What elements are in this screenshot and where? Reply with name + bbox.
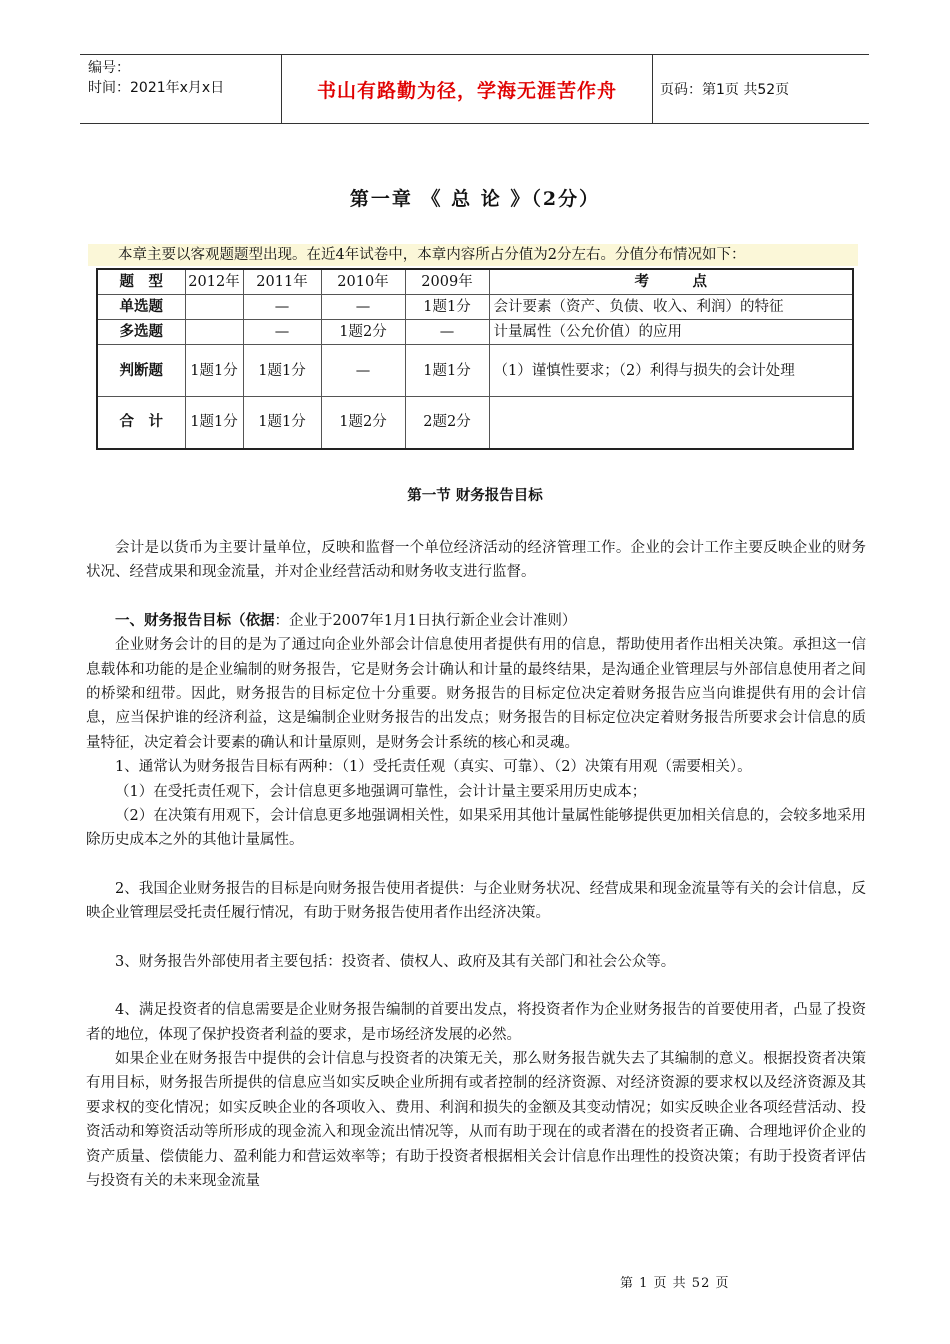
paragraph: 2、我国企业财务报告的目标是向财务报告使用者提供：与企业财务状况、经营成果和现金流量等有关的会计信息，反映企业管理层受托责任履行情况，有助于财务报告使用者作出经济决策。	[86, 880, 866, 922]
table-cell	[489, 397, 853, 449]
header-page-code: 页码：第1页 共52页	[660, 82, 790, 98]
table-cell: 2题2分	[405, 397, 489, 449]
table-cell: 1题1分	[243, 397, 321, 449]
table-cell: （1）谨慎性要求；（2）利得与损失的会计处理	[489, 345, 853, 397]
table-header-cell: 2009年	[405, 269, 489, 295]
table-cell: —	[321, 345, 405, 397]
page-header	[80, 54, 869, 124]
table-cell: 合 计	[97, 397, 185, 449]
table-cell: 计量属性（公允价值）的应用	[489, 320, 853, 345]
table-header-cell: 题 型	[97, 269, 185, 295]
table-row	[97, 345, 853, 397]
chapter-title: 第一章 《 总 论 》（2分）	[349, 188, 601, 210]
time-label: 时间：2021年x月x日	[88, 80, 225, 96]
table-cell: 1题1分	[185, 345, 243, 397]
table-cell: 判断题	[97, 345, 185, 397]
score-distribution-table	[96, 268, 854, 450]
paragraph: 4、满足投资者的信息需要是企业财务报告编制的首要出发点，将投资者作为企业财务报告的首要使用者，凸显了投资者的地位，体现了保护投资者利益的要求，是市场经济发展的必然。	[86, 1002, 866, 1043]
table-cell	[185, 295, 243, 320]
table-cell: 单选题	[97, 295, 185, 320]
table-cell: 1题1分	[405, 295, 489, 320]
page-footer: 第 1 页 共 52 页	[620, 1276, 730, 1291]
table-row	[97, 320, 853, 345]
table-cell: 1题2分	[321, 320, 405, 345]
paragraph: （2）在决策有用观下，会计信息更多地强调相关性，如果采用其他计量属性能够提供更加相关信息的，会较多地采用除历史成本之外的其他计量属性。	[86, 808, 866, 849]
table-header-row	[97, 269, 853, 295]
table-cell: 会计要素（资产、负债、收入、利润）的特征	[489, 295, 853, 320]
paragraph: 会计是以货币为主要计量单位，反映和监督一个单位经济活动的经济管理工作。企业的会计工作主要反映企业的财务状况、经营成果和现金流量，并对企业经营活动和财务收支进行监督。	[86, 540, 866, 581]
table-row	[97, 295, 853, 320]
table-cell: —	[243, 295, 321, 320]
table-header-cell: 考 点	[489, 269, 853, 295]
table-header-cell: 2010年	[321, 269, 405, 295]
table-cell	[185, 320, 243, 345]
paragraph: 如果企业在财务报告中提供的会计信息与投资者的决策无关，那么财务报告就失去了其编制的意义。根据投资者决策有用目标，财务报告所提供的信息应当如实反映企业所拥有或者控制的经济资源、对经济资源的要求权以及经济资源及其要求权的变化情况；如实反映企业的各项收入、费用、利润和损失的金额及其变动情况；如实反映企业各项经营活动、投资活动和筹资活动等所形成的现金流入和现金流出情况等，从而有助于现在的或者潜在的投资者正确、合理地评价企业的资产质量、偿债能力、盈利能力和营运效率等；有助于投资者根据相关会计信息作出理性的投资决策；有助于投资者评估与投资有关的未来现金流量	[86, 1050, 866, 1189]
header-meta	[80, 55, 280, 123]
table-row	[97, 397, 853, 449]
paragraph: 企业财务会计的目的是为了通过向企业外部会计信息使用者提供有用的信息，帮助使用者作出相关决策。承担这一信息载体和功能的是企业编制的财务报告，它是财务会计确认和计量的最终结果，是沟通企业管理层与外部信息使用者之间的桥梁和纽带。因此，财务报告的目标定位十分重要。财务报告的目标定位决定着财务报告应当向谁提供有用的会计信息，应当保护谁的经济利益，这是编制企业财务报告的出发点；财务报告的目标定位决定着财务报告所要求会计信息的质量特征，决定着会计要素的确认和计量原则，是财务会计系统的核心和灵魂。	[86, 637, 866, 751]
intro-text: 本章主要以客观题题型出现。在近4年试卷中，本章内容所占分值为2分左右。分值分布情况如下：	[88, 244, 858, 266]
section-title: 第一节 财务报告目标	[407, 487, 543, 504]
subheading	[86, 609, 866, 633]
paragraph: （1）在受托责任观下，会计信息更多地强调可靠性，会计计量主要采用历史成本；	[115, 783, 647, 800]
table-cell: 多选题	[97, 320, 185, 345]
body-text	[86, 536, 866, 1193]
table-cell: —	[321, 295, 405, 320]
table-cell: —	[405, 320, 489, 345]
table-cell: 1题2分	[321, 397, 405, 449]
table-cell: 1题1分	[405, 345, 489, 397]
table-header-cell: 2012年	[185, 269, 243, 295]
paragraph: 1、通常认为财务报告目标有两种：（1）受托责任观（真实、可靠）、（2）决策有用观（需要相关）。	[115, 759, 752, 776]
paragraph: 3、财务报告外部使用者主要包括：投资者、债权人、政府及其有关部门和社会公众等。	[115, 953, 676, 970]
subheading-rest: ：企业于2007年1月1日执行新企业会计准则）	[274, 612, 577, 629]
table-header-cell: 2011年	[243, 269, 321, 295]
subheading-bold: 一、财务报告目标（依据	[115, 611, 275, 629]
table-cell: 1题1分	[243, 345, 321, 397]
table-cell: 1题1分	[185, 397, 243, 449]
serial-label: 编号：	[88, 60, 130, 76]
header-motto: 书山有路勤为径，学海无涯苦作舟	[281, 55, 653, 123]
table-cell: —	[243, 320, 321, 345]
